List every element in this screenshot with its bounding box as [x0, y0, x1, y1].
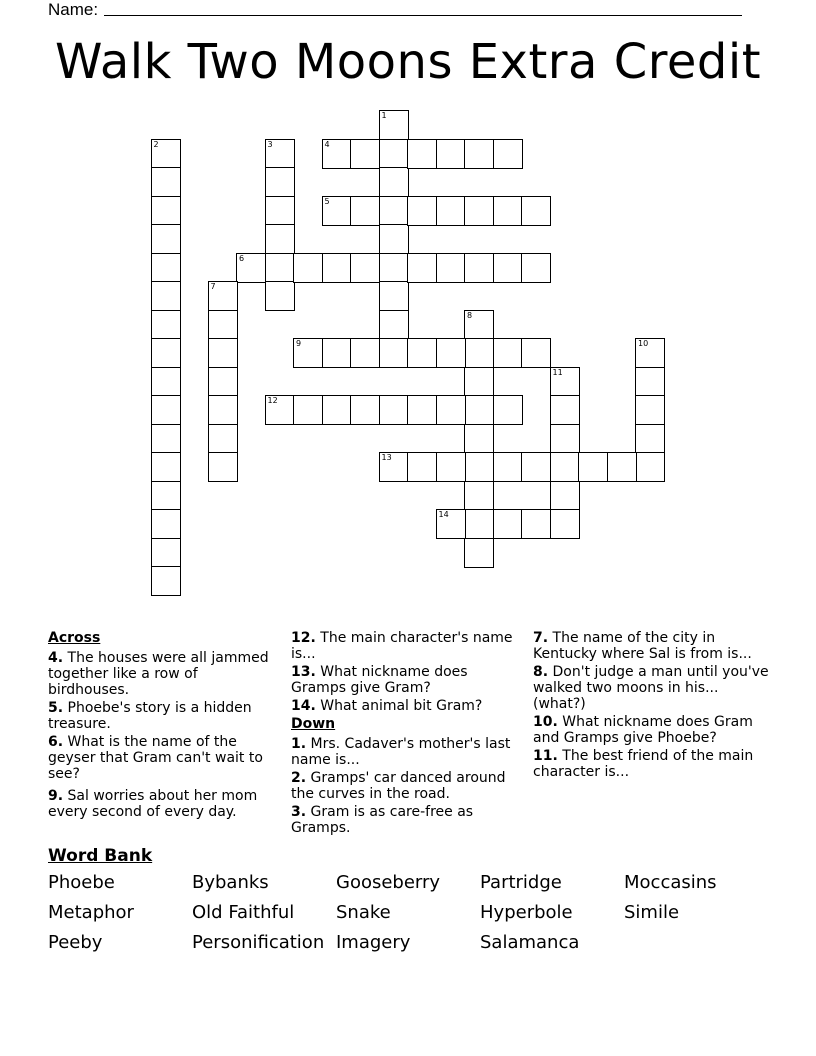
clue-text: What nickname does Gramps give Gram?	[291, 664, 468, 696]
crossword-cell[interactable]	[151, 395, 181, 425]
crossword-cell[interactable]	[635, 452, 665, 482]
clue-number-label: 8	[467, 310, 473, 320]
word-bank-item: Snake	[336, 902, 391, 923]
crossword-cell[interactable]	[464, 139, 494, 169]
crossword-cell[interactable]	[350, 196, 380, 226]
clue-across-6	[48, 734, 276, 782]
crossword-cell[interactable]	[151, 281, 181, 311]
crossword-cell[interactable]	[493, 196, 523, 226]
clue-text: What animal bit Gram?	[320, 698, 483, 714]
crossword-cell[interactable]	[407, 395, 437, 425]
clue-number: 8.	[533, 664, 549, 680]
clue-text: What nickname does Gram and Gramps give Phoebe?	[533, 714, 753, 746]
crossword-cell[interactable]	[407, 338, 437, 368]
crossword-cell[interactable]	[550, 424, 580, 454]
crossword-cell[interactable]	[151, 253, 181, 283]
crossword-cell[interactable]	[151, 224, 181, 254]
name-label: Name:	[48, 0, 99, 19]
crossword-cell[interactable]	[521, 338, 551, 368]
clues-column-1	[48, 630, 276, 822]
clue-number-label: 13	[381, 453, 392, 462]
crossword-cell[interactable]	[550, 395, 580, 425]
crossword-cell[interactable]	[521, 196, 551, 226]
clue-number: 3.	[291, 804, 307, 820]
clue-down-2	[291, 770, 521, 802]
clue-across-4	[48, 650, 276, 698]
crossword-cell[interactable]	[151, 424, 181, 454]
clue-number: 1.	[291, 736, 307, 752]
crossword-cell[interactable]	[265, 196, 295, 226]
clue-down-8	[533, 664, 769, 712]
crossword-cell[interactable]	[379, 395, 409, 425]
crossword-cell[interactable]	[236, 253, 266, 283]
crossword-cell[interactable]	[350, 338, 380, 368]
crossword-cell[interactable]	[493, 452, 523, 482]
crossword-cell[interactable]	[464, 481, 494, 511]
crossword-cell[interactable]	[436, 395, 466, 425]
crossword-cell[interactable]	[151, 310, 181, 340]
clue-number-label: 10	[638, 339, 649, 348]
clue-number-label: 7	[210, 282, 216, 291]
crossword-cell[interactable]	[379, 196, 409, 226]
clue-text: The name of the city in Kentucky where Sal is from is...	[533, 630, 752, 662]
crossword-cell[interactable]	[208, 338, 238, 368]
word-bank-item: Hyperbole	[480, 902, 573, 923]
word-bank-item: Simile	[624, 902, 680, 923]
word-bank-title: Word Bank	[48, 846, 153, 866]
crossword-cell[interactable]	[265, 395, 295, 425]
crossword-cell[interactable]	[464, 424, 494, 454]
crossword-cell[interactable]	[464, 338, 494, 368]
crossword-cell[interactable]	[293, 395, 323, 425]
crossword-cell[interactable]	[464, 509, 494, 539]
clue-number-label: 12	[267, 396, 278, 405]
across-heading: Across	[48, 630, 101, 646]
crossword-cell[interactable]	[379, 139, 409, 169]
crossword-cell[interactable]	[322, 395, 352, 425]
clue-number-label: 11	[552, 367, 563, 377]
clue-down-10	[533, 714, 769, 746]
crossword-cell[interactable]	[322, 253, 352, 283]
crossword-cell[interactable]	[464, 538, 494, 568]
crossword-cell[interactable]	[550, 481, 580, 511]
page-title: Walk Two Moons Extra Credit	[54, 34, 762, 90]
clue-number-label: 5	[324, 196, 330, 206]
crossword-cell[interactable]	[379, 310, 409, 340]
crossword-cell[interactable]	[379, 224, 409, 254]
crossword-cell[interactable]	[208, 367, 238, 397]
crossword-cell[interactable]	[635, 424, 665, 454]
clue-number: 10.	[533, 714, 558, 730]
crossword-cell[interactable]	[265, 281, 295, 311]
clue-text: The houses were all jammed together like a row of birdhouses.	[48, 650, 269, 698]
crossword-cell[interactable]	[550, 367, 580, 397]
clue-number-label: 3	[267, 139, 273, 149]
clue-number-label: 1	[381, 111, 387, 120]
crossword-cell[interactable]	[265, 224, 295, 254]
crossword-cell[interactable]	[436, 509, 466, 539]
word-bank-item: Imagery	[336, 932, 411, 953]
crossword-cell[interactable]	[436, 196, 466, 226]
crossword-cell[interactable]	[407, 253, 437, 283]
clue-text: Don't judge a man until you've walked two moons in his...(what?)	[533, 664, 769, 712]
crossword-cell[interactable]	[464, 452, 494, 482]
clue-number-label: 2	[153, 139, 159, 149]
clue-number: 14.	[291, 698, 316, 714]
clue-number: 11.	[533, 748, 558, 764]
clue-number-label: 9	[296, 339, 302, 348]
crossword-cell[interactable]	[151, 509, 181, 539]
clue-text: Mrs. Cadaver's mother's last name is...	[291, 736, 511, 768]
clue-number-label: 6	[239, 253, 245, 263]
crossword-cell[interactable]	[607, 452, 637, 482]
crossword-cell[interactable]	[436, 139, 466, 169]
crossword-cell[interactable]	[208, 424, 238, 454]
clue-across-9	[48, 788, 276, 820]
crossword-cell[interactable]	[379, 167, 409, 197]
clue-text: Gram is as care-free as Gramps.	[291, 804, 474, 836]
crossword-cell[interactable]	[151, 139, 181, 169]
crossword-cell[interactable]	[464, 253, 494, 283]
word-bank-item: Personification	[192, 932, 325, 953]
crossword-cell[interactable]	[208, 395, 238, 425]
crossword-cell[interactable]	[493, 509, 523, 539]
clue-number: 13.	[291, 664, 316, 680]
crossword-cell[interactable]	[550, 509, 580, 539]
clue-across-13	[291, 664, 521, 696]
crossword-cell[interactable]	[493, 338, 523, 368]
word-bank	[48, 872, 788, 953]
clue-down-7	[533, 630, 769, 662]
clues-column-2	[291, 630, 521, 838]
clue-down-3	[291, 804, 521, 836]
crossword-cell[interactable]	[379, 281, 409, 311]
crossword-cell[interactable]	[493, 395, 523, 425]
crossword-cell[interactable]	[350, 139, 380, 169]
clue-text: The main character's name is...	[291, 630, 513, 662]
crossword-cell[interactable]	[379, 253, 409, 283]
crossword-cell[interactable]	[379, 452, 409, 482]
crossword-cell[interactable]	[379, 338, 409, 368]
crossword-cell[interactable]	[635, 338, 665, 368]
word-bank-item: Salamanca	[480, 932, 580, 953]
crossword-cell[interactable]	[578, 452, 608, 482]
crossword-cell[interactable]	[436, 452, 466, 482]
crossword-cell[interactable]	[208, 281, 238, 311]
crossword-cell[interactable]	[464, 367, 494, 397]
crossword-cell[interactable]	[407, 196, 437, 226]
crossword-cell[interactable]	[208, 452, 238, 482]
clue-across-5	[48, 700, 276, 732]
clue-number: 2.	[291, 770, 307, 786]
clues-column-3	[533, 630, 769, 782]
clue-number-label: 14	[438, 510, 449, 519]
crossword-cell[interactable]	[493, 139, 523, 169]
word-bank-item: Metaphor	[48, 902, 134, 923]
down-heading: Down	[291, 716, 336, 732]
crossword-cell[interactable]	[635, 367, 665, 397]
crossword-cell[interactable]	[464, 310, 494, 340]
crossword-cell[interactable]	[521, 253, 551, 283]
crossword-cell[interactable]	[379, 110, 409, 140]
crossword-cell[interactable]	[521, 452, 551, 482]
crossword-cell[interactable]	[151, 367, 181, 397]
clue-across-14	[291, 698, 521, 714]
crossword-cell[interactable]	[151, 196, 181, 226]
clue-text: Gramps' car danced around the curves in the road.	[291, 770, 506, 802]
clue-down-11	[533, 748, 769, 780]
crossword-cell[interactable]	[208, 310, 238, 340]
crossword-cell[interactable]	[350, 395, 380, 425]
crossword-cell[interactable]	[436, 338, 466, 368]
crossword-cell[interactable]	[322, 196, 352, 226]
crossword-cell[interactable]	[635, 395, 665, 425]
clue-number: 5.	[48, 700, 64, 716]
crossword-cell[interactable]	[293, 253, 323, 283]
crossword-cell[interactable]	[151, 338, 181, 368]
clue-text: What is the name of the geyser that Gram can't wait to see?	[48, 734, 263, 782]
crossword-cell[interactable]	[350, 253, 380, 283]
word-bank-item: Bybanks	[192, 872, 269, 893]
crossword-cell[interactable]	[493, 253, 523, 283]
crossword-cell[interactable]	[464, 196, 494, 226]
clue-number: 12.	[291, 630, 316, 646]
clue-number-label: 4	[324, 139, 330, 149]
crossword-cell[interactable]	[265, 139, 295, 169]
crossword-cell[interactable]	[550, 452, 580, 482]
clue-number: 6.	[48, 734, 64, 750]
word-bank-item: Old Faithful	[192, 902, 295, 923]
clue-number: 4.	[48, 650, 64, 666]
clue-text: Phoebe's story is a hidden treasure.	[48, 700, 252, 732]
crossword-cell[interactable]	[151, 566, 181, 596]
crossword-cell[interactable]	[407, 139, 437, 169]
crossword-cell[interactable]	[151, 538, 181, 568]
clue-text: The best friend of the main character is...	[533, 748, 754, 780]
clue-number: 9.	[48, 788, 64, 804]
crossword-cell[interactable]	[151, 481, 181, 511]
word-bank-item: Phoebe	[48, 872, 115, 893]
crossword-cell[interactable]	[293, 338, 323, 368]
clue-down-1	[291, 736, 521, 768]
clue-text: Sal worries about her mom every second of every day.	[48, 788, 258, 820]
crossword-cell[interactable]	[521, 509, 551, 539]
crossword-cell[interactable]	[407, 452, 437, 482]
crossword-cell[interactable]	[322, 139, 352, 169]
clue-across-12	[291, 630, 521, 662]
crossword-cell[interactable]	[265, 253, 295, 283]
crossword-cell[interactable]	[322, 338, 352, 368]
crossword-cell[interactable]	[151, 167, 181, 197]
word-bank-item: Peeby	[48, 932, 103, 953]
crossword-cell[interactable]	[265, 167, 295, 197]
crossword-cell[interactable]	[436, 253, 466, 283]
word-bank-item: Gooseberry	[336, 872, 441, 893]
clue-number: 7.	[533, 630, 549, 646]
word-bank-item: Moccasins	[624, 872, 717, 893]
word-bank-item: Partridge	[480, 872, 562, 893]
crossword-cell[interactable]	[464, 395, 494, 425]
crossword-cell[interactable]	[151, 452, 181, 482]
